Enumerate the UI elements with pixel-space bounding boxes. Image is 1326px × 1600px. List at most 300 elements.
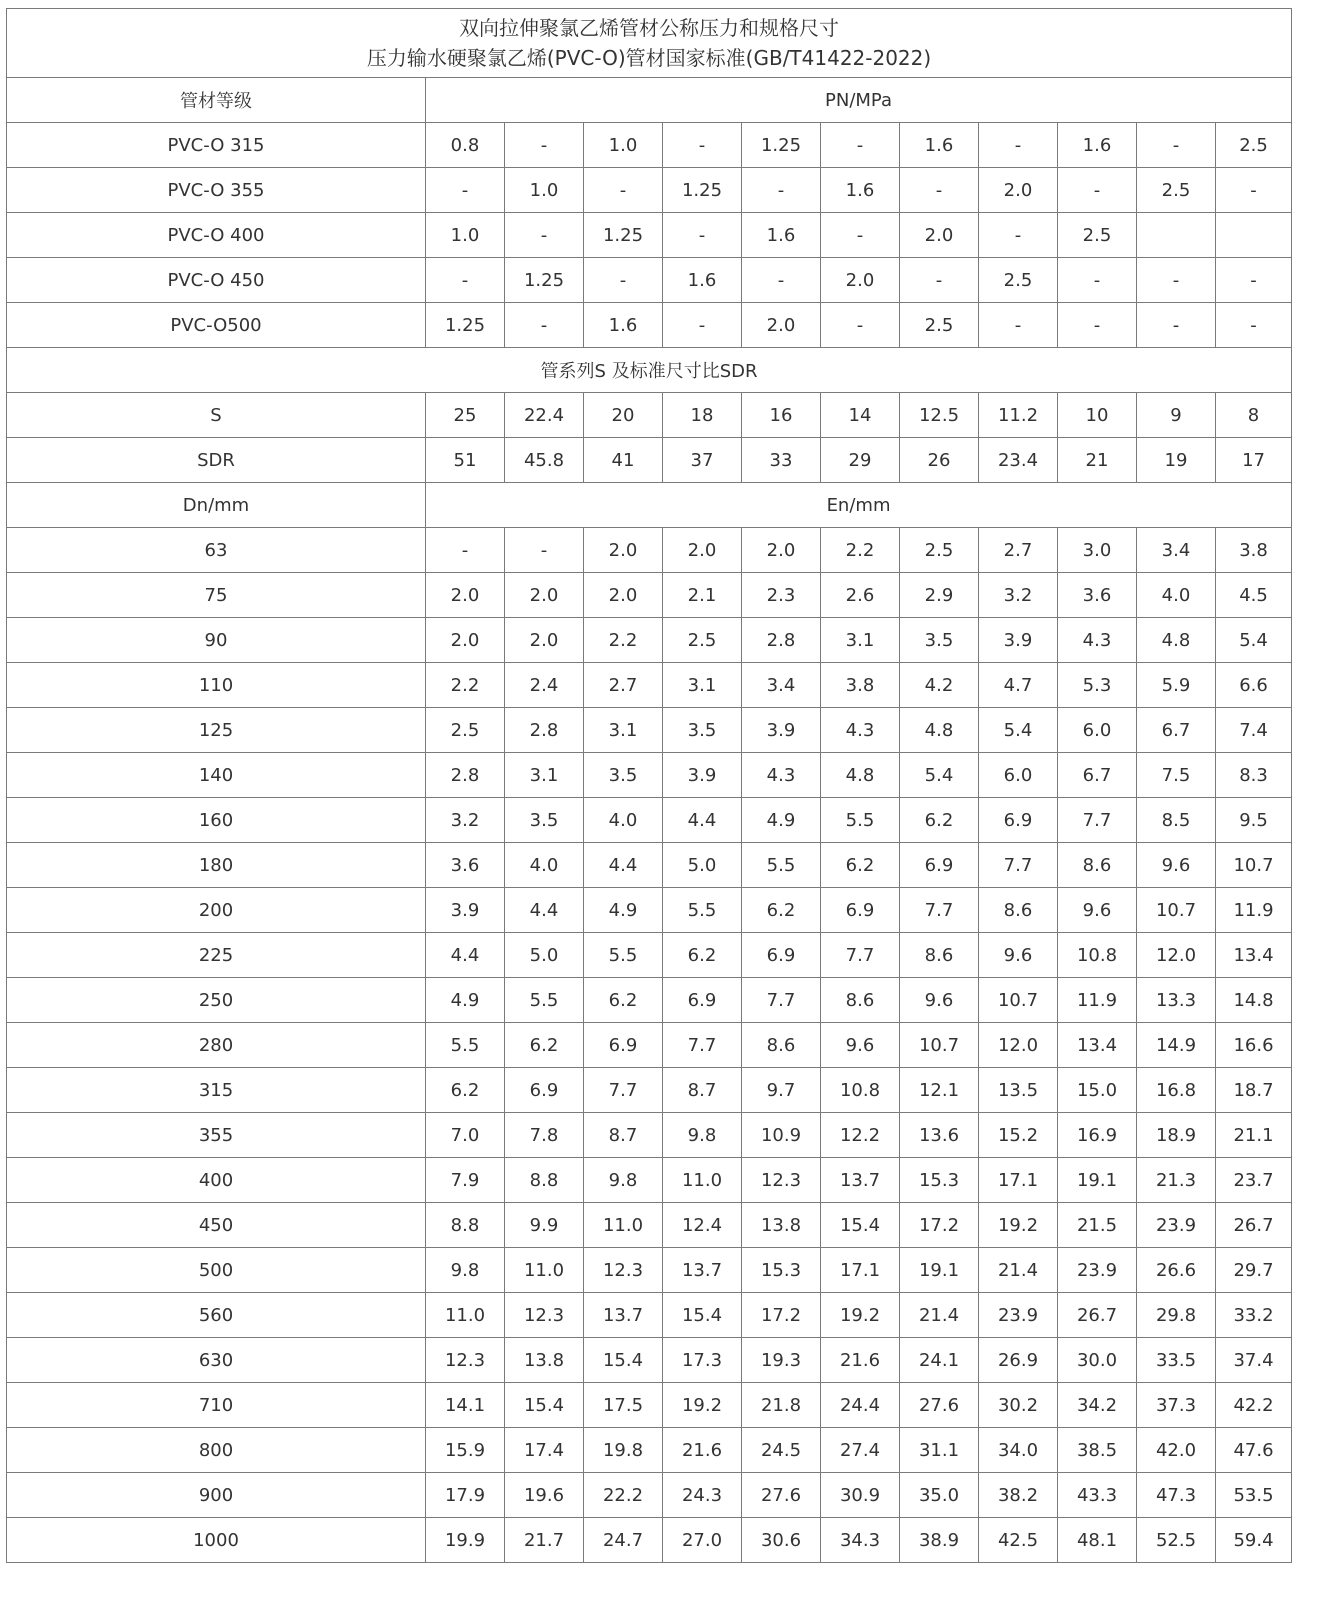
table-cell: 13.3 <box>1137 978 1216 1023</box>
row-label: 140 <box>7 753 426 798</box>
table-cell: 6.7 <box>1137 708 1216 753</box>
sdr-row <box>7 438 1292 483</box>
table-cell: 14 <box>821 393 900 438</box>
table-cell: 6.9 <box>663 978 742 1023</box>
table-cell: 8.6 <box>900 933 979 978</box>
grade-header-row <box>7 78 1292 123</box>
table-cell: 11.2 <box>979 393 1058 438</box>
table-cell: 11.0 <box>584 1203 663 1248</box>
row-label: 355 <box>7 1113 426 1158</box>
table-title <box>7 9 1292 78</box>
table-cell: 2.0 <box>584 528 663 573</box>
table-cell: 21.7 <box>505 1518 584 1563</box>
table-cell: 19.1 <box>1058 1158 1137 1203</box>
table-cell: - <box>426 258 505 303</box>
table-cell: 1.6 <box>1058 123 1137 168</box>
table-cell: 35.0 <box>900 1473 979 1518</box>
table-cell: 3.6 <box>1058 573 1137 618</box>
table-cell: 5.4 <box>1216 618 1292 663</box>
table-cell: - <box>505 213 584 258</box>
table-cell: 22.2 <box>584 1473 663 1518</box>
table-cell: - <box>821 123 900 168</box>
table-cell: 26.6 <box>1137 1248 1216 1293</box>
table-cell: 5.4 <box>900 753 979 798</box>
table-cell: 4.8 <box>900 708 979 753</box>
dimension-row <box>7 753 1292 798</box>
grade-row <box>7 213 1292 258</box>
table-cell: 23.4 <box>979 438 1058 483</box>
table-cell: 21.6 <box>821 1338 900 1383</box>
table-cell: 13.5 <box>979 1068 1058 1113</box>
table-cell: 12.1 <box>900 1068 979 1113</box>
row-label: SDR <box>7 438 426 483</box>
table-cell: 4.3 <box>1058 618 1137 663</box>
table-cell: 11.0 <box>426 1293 505 1338</box>
row-label: 315 <box>7 1068 426 1113</box>
table-cell: 17.5 <box>584 1383 663 1428</box>
table-cell: 2.1 <box>663 573 742 618</box>
table-cell: 15.4 <box>663 1293 742 1338</box>
table-cell: 3.8 <box>821 663 900 708</box>
table-cell: 5.5 <box>663 888 742 933</box>
dimension-row <box>7 1518 1292 1563</box>
table-cell: 9 <box>1137 393 1216 438</box>
table-cell: - <box>742 168 821 213</box>
table-cell: 0.8 <box>426 123 505 168</box>
table-cell: - <box>979 213 1058 258</box>
dimension-row <box>7 1068 1292 1113</box>
table-cell: 15.4 <box>505 1383 584 1428</box>
table-cell: 29.8 <box>1137 1293 1216 1338</box>
table-cell: 3.9 <box>742 708 821 753</box>
table-cell: 9.6 <box>900 978 979 1023</box>
table-cell: 5.9 <box>1137 663 1216 708</box>
table-cell: 8.6 <box>821 978 900 1023</box>
table-cell: - <box>663 123 742 168</box>
table-cell: 6.9 <box>979 798 1058 843</box>
table-cell: 27.6 <box>900 1383 979 1428</box>
table-cell: 9.5 <box>1216 798 1292 843</box>
table-cell: 1.6 <box>900 123 979 168</box>
table-cell: 2.0 <box>426 573 505 618</box>
dimension-row <box>7 663 1292 708</box>
table-cell: 27.4 <box>821 1428 900 1473</box>
table-cell: 1.0 <box>505 168 584 213</box>
table-cell: 13.4 <box>1216 933 1292 978</box>
table-cell: 21.6 <box>663 1428 742 1473</box>
table-cell: 2.5 <box>1058 213 1137 258</box>
table-cell: 8.6 <box>979 888 1058 933</box>
table-cell: 5.5 <box>821 798 900 843</box>
table-cell: 4.3 <box>742 753 821 798</box>
table-cell: 23.9 <box>1137 1203 1216 1248</box>
table-cell: 11.9 <box>1058 978 1137 1023</box>
title-line-1: 双向拉伸聚氯乙烯管材公称压力和规格尺寸 <box>459 16 840 40</box>
table-cell: 20 <box>584 393 663 438</box>
table-cell: 8.3 <box>1216 753 1292 798</box>
table-cell: 17 <box>1216 438 1292 483</box>
table-cell: 4.0 <box>584 798 663 843</box>
table-cell: - <box>1137 303 1216 348</box>
table-cell: 2.2 <box>426 663 505 708</box>
table-cell: 15.4 <box>821 1203 900 1248</box>
table-cell: 10.7 <box>1137 888 1216 933</box>
dimension-row <box>7 1473 1292 1518</box>
table-cell: 6.2 <box>742 888 821 933</box>
table-cell: 45.8 <box>505 438 584 483</box>
table-cell: 13.8 <box>505 1338 584 1383</box>
table-cell: 19.8 <box>584 1428 663 1473</box>
table-cell: 19.3 <box>742 1338 821 1383</box>
table-cell: 14.8 <box>1216 978 1292 1023</box>
table-cell: 6.2 <box>505 1023 584 1068</box>
table-cell: 16 <box>742 393 821 438</box>
table-cell: 24.1 <box>900 1338 979 1383</box>
table-cell: 2.7 <box>584 663 663 708</box>
table-cell: 8.5 <box>1137 798 1216 843</box>
table-cell: - <box>1137 123 1216 168</box>
row-label: 450 <box>7 1203 426 1248</box>
table-cell: 21.4 <box>900 1293 979 1338</box>
row-label: 630 <box>7 1338 426 1383</box>
table-cell: 1.6 <box>821 168 900 213</box>
table-cell: 29.7 <box>1216 1248 1292 1293</box>
table-cell: 7.0 <box>426 1113 505 1158</box>
row-label: 400 <box>7 1158 426 1203</box>
table-cell: 19.1 <box>900 1248 979 1293</box>
table-cell: - <box>584 258 663 303</box>
table-cell: 26.7 <box>1058 1293 1137 1338</box>
table-cell: 16.8 <box>1137 1068 1216 1113</box>
table-cell: 17.2 <box>742 1293 821 1338</box>
table-cell: 13.7 <box>821 1158 900 1203</box>
table-cell: 34.2 <box>1058 1383 1137 1428</box>
dn-header-row <box>7 483 1292 528</box>
table-cell: - <box>900 258 979 303</box>
table-cell: 12.5 <box>900 393 979 438</box>
dimension-row <box>7 618 1292 663</box>
table-cell: 2.0 <box>663 528 742 573</box>
table-cell: 3.5 <box>900 618 979 663</box>
table-cell: 2.3 <box>742 573 821 618</box>
row-label: 710 <box>7 1383 426 1428</box>
table-cell: - <box>663 303 742 348</box>
table-cell: 41 <box>584 438 663 483</box>
table-cell: 6.9 <box>900 843 979 888</box>
table-cell: 4.8 <box>821 753 900 798</box>
table-cell: 59.4 <box>1216 1518 1292 1563</box>
dimension-row <box>7 1383 1292 1428</box>
table-cell: 4.0 <box>505 843 584 888</box>
table-cell: 4.0 <box>1137 573 1216 618</box>
table-cell: 3.5 <box>584 753 663 798</box>
table-cell: 11.9 <box>1216 888 1292 933</box>
table-cell: 3.9 <box>426 888 505 933</box>
table-cell: 15.4 <box>584 1338 663 1383</box>
table-cell: 48.1 <box>1058 1518 1137 1563</box>
row-label: 200 <box>7 888 426 933</box>
table-cell: 30.2 <box>979 1383 1058 1428</box>
dimension-row <box>7 573 1292 618</box>
table-cell: 6.9 <box>742 933 821 978</box>
table-cell: 10.7 <box>979 978 1058 1023</box>
table-cell: 18.9 <box>1137 1113 1216 1158</box>
table-cell: 18 <box>663 393 742 438</box>
table-cell: 13.7 <box>663 1248 742 1293</box>
table-cell: 4.2 <box>900 663 979 708</box>
table-cell: 15.0 <box>1058 1068 1137 1113</box>
table-cell: 5.4 <box>979 708 1058 753</box>
table-cell: 5.0 <box>663 843 742 888</box>
table-cell: 17.3 <box>663 1338 742 1383</box>
table-cell: 2.5 <box>900 528 979 573</box>
table-cell: 1.6 <box>742 213 821 258</box>
row-label: 900 <box>7 1473 426 1518</box>
table-cell: 1.25 <box>505 258 584 303</box>
table-cell: 52.5 <box>1137 1518 1216 1563</box>
table-cell: 9.6 <box>979 933 1058 978</box>
title-line-2: 压力输水硬聚氯乙烯(PVC-O)管材国家标准(GB/T41422-2022) <box>366 46 932 70</box>
table-cell: 15.2 <box>979 1113 1058 1158</box>
row-label: PVC-O 315 <box>7 123 426 168</box>
table-cell: 9.9 <box>505 1203 584 1248</box>
table-cell: 12.3 <box>426 1338 505 1383</box>
table-cell: 8.6 <box>1058 843 1137 888</box>
table-cell: 1.25 <box>584 213 663 258</box>
section-left-header: Dn/mm <box>7 483 426 528</box>
table-cell: 13.6 <box>900 1113 979 1158</box>
table-cell: 12.4 <box>663 1203 742 1248</box>
table-cell: 2.0 <box>505 618 584 663</box>
table-cell: 1.25 <box>426 303 505 348</box>
table-cell: 13.7 <box>584 1293 663 1338</box>
table-cell: 42.5 <box>979 1518 1058 1563</box>
row-label: PVC-O500 <box>7 303 426 348</box>
table-cell: 1.25 <box>663 168 742 213</box>
table-cell: 4.8 <box>1137 618 1216 663</box>
section-right-header: En/mm <box>426 483 1292 528</box>
table-cell: 7.7 <box>979 843 1058 888</box>
table-cell: 5.5 <box>426 1023 505 1068</box>
table-cell: 19.9 <box>426 1518 505 1563</box>
table-cell: 5.5 <box>584 933 663 978</box>
table-cell: 6.0 <box>1058 708 1137 753</box>
table-cell: 7.7 <box>663 1023 742 1068</box>
table-cell: 21.8 <box>742 1383 821 1428</box>
table-cell: 10.7 <box>900 1023 979 1068</box>
table-cell: 3.1 <box>505 753 584 798</box>
table-cell: 3.2 <box>979 573 1058 618</box>
table-cell: 3.0 <box>1058 528 1137 573</box>
table-cell: - <box>1216 258 1292 303</box>
table-cell: 17.1 <box>821 1248 900 1293</box>
table-cell: 10.8 <box>1058 933 1137 978</box>
table-cell: 43.3 <box>1058 1473 1137 1518</box>
table-cell: 3.5 <box>663 708 742 753</box>
table-cell: 10.8 <box>821 1068 900 1113</box>
table-cell: - <box>979 123 1058 168</box>
table-cell: - <box>584 168 663 213</box>
table-cell: 17.2 <box>900 1203 979 1248</box>
table-cell: 6.7 <box>1058 753 1137 798</box>
table-cell: 38.2 <box>979 1473 1058 1518</box>
table-cell: 19.6 <box>505 1473 584 1518</box>
pn-header: PN/MPa <box>426 78 1292 123</box>
table-cell: 1.6 <box>584 303 663 348</box>
row-label: 225 <box>7 933 426 978</box>
table-cell: 25 <box>426 393 505 438</box>
title-row <box>7 9 1292 78</box>
table-cell: 7.7 <box>821 933 900 978</box>
dimension-row <box>7 1158 1292 1203</box>
table-cell: - <box>426 528 505 573</box>
table-cell: 2.5 <box>1216 123 1292 168</box>
table-cell: 7.7 <box>584 1068 663 1113</box>
table-cell: 21 <box>1058 438 1137 483</box>
table-cell: 2.2 <box>821 528 900 573</box>
table-cell: 3.1 <box>584 708 663 753</box>
dimension-row <box>7 933 1292 978</box>
table-cell: 3.2 <box>426 798 505 843</box>
row-label: 500 <box>7 1248 426 1293</box>
table-cell: - <box>1137 258 1216 303</box>
row-label: PVC-O 450 <box>7 258 426 303</box>
table-cell: 9.6 <box>1058 888 1137 933</box>
table-cell: - <box>505 528 584 573</box>
table-cell: 17.4 <box>505 1428 584 1473</box>
table-cell: 9.7 <box>742 1068 821 1113</box>
table-cell: 2.5 <box>1137 168 1216 213</box>
table-cell: 26.9 <box>979 1338 1058 1383</box>
table-cell: 14.1 <box>426 1383 505 1428</box>
table-cell: 51 <box>426 438 505 483</box>
table-cell: 2.5 <box>426 708 505 753</box>
table-cell: 7.4 <box>1216 708 1292 753</box>
table-cell: 42.2 <box>1216 1383 1292 1428</box>
table-cell: 7.8 <box>505 1113 584 1158</box>
table-cell: - <box>663 213 742 258</box>
table-cell: - <box>742 258 821 303</box>
table-cell: 2.0 <box>900 213 979 258</box>
dimension-row <box>7 1338 1292 1383</box>
table-cell: 6.9 <box>584 1023 663 1068</box>
table-cell: 21.4 <box>979 1248 1058 1293</box>
row-label: 1000 <box>7 1518 426 1563</box>
table-cell: 12.3 <box>742 1158 821 1203</box>
table-cell: 8 <box>1216 393 1292 438</box>
table-cell: 9.8 <box>426 1248 505 1293</box>
table-cell: 1.0 <box>426 213 505 258</box>
table-cell: 12.2 <box>821 1113 900 1158</box>
table-cell: 2.0 <box>505 573 584 618</box>
table-cell: - <box>505 303 584 348</box>
table-cell: - <box>821 303 900 348</box>
table-cell: 27.0 <box>663 1518 742 1563</box>
table-cell: 3.6 <box>426 843 505 888</box>
table-cell: - <box>1058 168 1137 213</box>
dimension-row <box>7 1428 1292 1473</box>
table-cell: 15.3 <box>742 1248 821 1293</box>
table-cell: 42.0 <box>1137 1428 1216 1473</box>
dimension-row <box>7 1023 1292 1068</box>
table-cell: 2.5 <box>900 303 979 348</box>
table-cell: 5.5 <box>505 978 584 1023</box>
table-cell: 21.3 <box>1137 1158 1216 1203</box>
row-label: 560 <box>7 1293 426 1338</box>
table-cell: 12.0 <box>1137 933 1216 978</box>
table-cell <box>1137 213 1216 258</box>
table-cell: 3.9 <box>663 753 742 798</box>
table-cell: 2.0 <box>426 618 505 663</box>
table-cell: 21.5 <box>1058 1203 1137 1248</box>
table-cell: 22.4 <box>505 393 584 438</box>
table-cell: 37.3 <box>1137 1383 1216 1428</box>
table-cell: 2.0 <box>742 303 821 348</box>
table-cell: 30.0 <box>1058 1338 1137 1383</box>
row-label: 125 <box>7 708 426 753</box>
table-cell: 34.3 <box>821 1518 900 1563</box>
row-label: 160 <box>7 798 426 843</box>
table-cell: 7.9 <box>426 1158 505 1203</box>
table-cell: 1.0 <box>584 123 663 168</box>
table-cell: 2.5 <box>663 618 742 663</box>
table-cell: 10.7 <box>1216 843 1292 888</box>
table-cell: 5.3 <box>1058 663 1137 708</box>
spec-table-container <box>6 8 1292 1598</box>
row-label: 250 <box>7 978 426 1023</box>
table-cell: 2.0 <box>979 168 1058 213</box>
row-label: PVC-O 355 <box>7 168 426 213</box>
table-cell: 33.5 <box>1137 1338 1216 1383</box>
table-cell: 17.1 <box>979 1158 1058 1203</box>
table-cell: 4.4 <box>663 798 742 843</box>
table-cell: 8.8 <box>426 1203 505 1248</box>
table-cell: 4.5 <box>1216 573 1292 618</box>
table-cell: 38.5 <box>1058 1428 1137 1473</box>
table-cell: 2.0 <box>742 528 821 573</box>
table-cell: 16.9 <box>1058 1113 1137 1158</box>
table-cell: - <box>900 168 979 213</box>
table-cell: 3.1 <box>663 663 742 708</box>
s-row <box>7 393 1292 438</box>
dimension-row <box>7 1248 1292 1293</box>
table-cell: 33.2 <box>1216 1293 1292 1338</box>
table-cell: 10.9 <box>742 1113 821 1158</box>
table-cell: 9.6 <box>1137 843 1216 888</box>
table-cell: 47.6 <box>1216 1428 1292 1473</box>
grade-row <box>7 303 1292 348</box>
table-cell: 1.6 <box>663 258 742 303</box>
row-label: S <box>7 393 426 438</box>
dimension-row <box>7 1203 1292 1248</box>
table-cell: 30.9 <box>821 1473 900 1518</box>
table-cell: 37.4 <box>1216 1338 1292 1383</box>
table-cell: 23.9 <box>1058 1248 1137 1293</box>
table-cell: 6.2 <box>821 843 900 888</box>
table-cell: 4.9 <box>584 888 663 933</box>
table-cell: - <box>1058 258 1137 303</box>
grade-row <box>7 123 1292 168</box>
table-cell: 26.7 <box>1216 1203 1292 1248</box>
table-cell: 24.7 <box>584 1518 663 1563</box>
table-cell: 4.9 <box>426 978 505 1023</box>
spec-table <box>6 8 1292 1563</box>
table-cell: 19.2 <box>979 1203 1058 1248</box>
table-cell: 33 <box>742 438 821 483</box>
dimension-row <box>7 888 1292 933</box>
table-cell: 13.4 <box>1058 1023 1137 1068</box>
table-cell: 23.7 <box>1216 1158 1292 1203</box>
